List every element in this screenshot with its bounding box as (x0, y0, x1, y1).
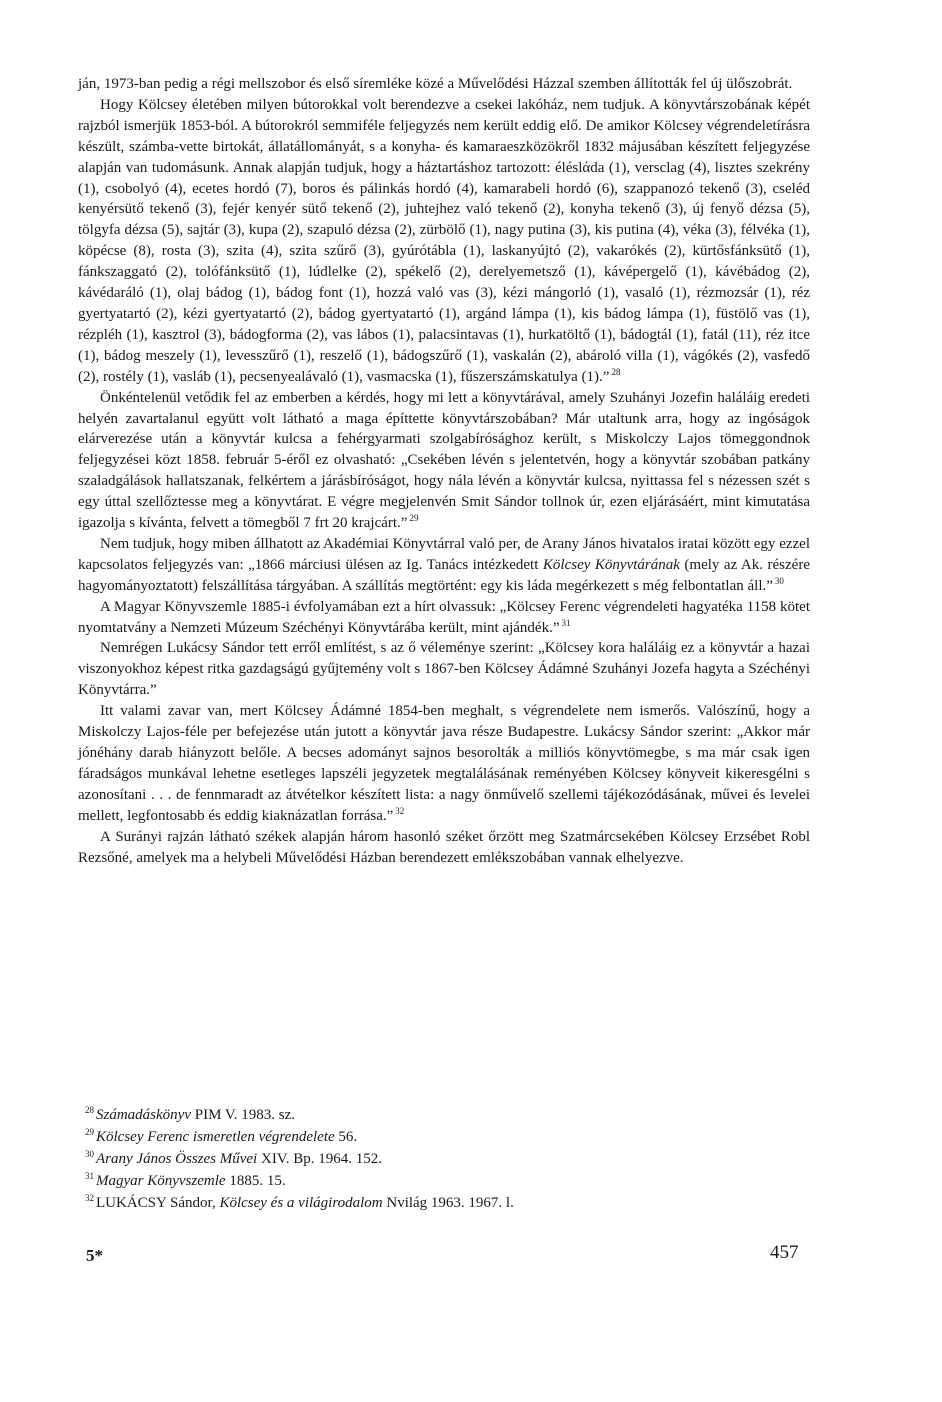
text-run: A Surányi rajzán látható székek alapján három hasonló széket őrzött meg Szatmárcsekében Kölcsey Erzsébet Robl Rezsőné, amelyek ma a helybeli Művelődési Házban berendezett emlékszobában vannak elhelyezve. (78, 828, 810, 866)
italic-text: Kölcsey Ferenc ismeretlen végrendelete (96, 1129, 335, 1145)
paragraph (78, 74, 810, 95)
text-run: Nemrégen Lukácsy Sándor tett erről említést, s az ő véleménye szerint: „Kölcsey kora haláláig ez a könyvtár a hazai viszonyokhoz képest ritka gazdagságú gyűjtemény volt s 1867-ben Kölcsey Ádámné Szuhányi Jozefa hagyta a Széchényi Könyvtárra.” (78, 640, 810, 699)
footnote-reference: 32 (395, 805, 405, 816)
text-run: XIV. Bp. 1964. 152. (257, 1151, 382, 1167)
text-run: A Magyar Könyvszemle 1885-i évfolyamában ezt a hírt olvassuk: „Kölcsey Ferenc végrendeleti hagyatéka 1158 kötet nyomtatvány a Nemzeti Múzeum Széchényi Könyvtárába került, mint ajándék.” (78, 598, 810, 636)
paragraph (78, 388, 810, 534)
text-run: 56. (334, 1129, 358, 1145)
text-run: Nvilág 1963. 1967. l. (382, 1195, 514, 1211)
text-run: 1885. 15. (225, 1173, 286, 1189)
paragraph (78, 701, 810, 826)
paragraph (78, 534, 810, 597)
paragraph (78, 638, 810, 701)
text-run: Itt valami zavar van, mert Kölcsey Ádámné 1854-ben meghalt, s végrendelete nem ismerős. Valószínű, hogy a Miskolczy Lajos-féle per befejezése után jutott a könyvtár java része Budapestre. Lukácsy Sándor szerint: „Akkor már jónéhány darab hiányzott belőle. A becses adományt sajnos besorolták a milliós könyvtömegbe, s ma már csak igen fáradságos munkával lehetne esetleges lapszéli jegyzetek megtalálásának reményében Kölcsey könyveit kikeresgélni s azonosítani . . . de fennmaradt az átvételkor készített lista: a nagy önművelő szellemi tájékozódásának, művei és levelei mellett, legfontosabb és eddig kiaknázatlan forrása.” (78, 703, 810, 824)
text-run: (mely az Ak. részére hagyományoztatott) felszállítása tárgyában. A szállítás megtörtént: egy kis láda megérkezett s még felbontatlan áll.” (78, 556, 810, 594)
text-run: LUKÁCSY Sándor, (96, 1195, 220, 1211)
italic-text: Magyar Könyvszemle (96, 1173, 226, 1189)
paragraph (78, 95, 810, 388)
footnote (85, 1126, 785, 1148)
footnote (85, 1192, 785, 1214)
footnote-reference: 31 (561, 617, 571, 628)
footnote (85, 1148, 785, 1170)
paragraph (78, 827, 810, 869)
page-number: 457 (770, 1242, 799, 1263)
footnote-number: 29 (85, 1127, 94, 1137)
footnotes (85, 1104, 785, 1214)
footnote-number: 31 (85, 1171, 94, 1181)
text-run: Hogy Kölcsey életében milyen bútorokkal volt berendezve a csekei lakóház, nem tudjuk. A könyvtárszobának képét rajzból ismerjük 1853-ból. A bútorokról semmiféle feljegyzés nem került eddig elő. De amikor Kölcsey végrendeletírásra készült, számba-vette birtokát, állatállományát, s a konyha- és kamaraeszközökről 1832 májusában készített feljegyzése alapján van tudomásunk. Annak alapján tudjuk, hogy a háztartáshoz tartozott: éléslάda (1), versclag (4), lisztes szekrény (1), csobolyó (4), ecetes hordó (7), boros és pálinkás hordó (4), kamarabeli hordó (6), szappanozó tekenő (3), cseléd kenyérsütő tekenő (3), fejér kenyér sütő tekenő (2), juhtejhez való tekenő (2), konyha tekenő (3), új fenyő dézsa (5), tölgyfa dézsa (5), sajtár (3), kupa (2), szapuló dézsa (2), zürbölő (1), nagy putina (3), kis putina (4), véka (3), félvéka (1), köpécse (8), rosta (3), szita (4), szita szűrő (3), gyúrótábla (1), laskanyújtó (2), vakarókés (2), kürtősfánksütő (1), fánkszaggató (2), tolófánksütő (1), lúdlelke (2), spékelő (2), derelyemetsző (1), kávépergelő (1), kávébádog (2), kávédaráló (1), olaj bádog (1), bádog font (1), hozzá való vas (3), kézi mángorló (1), vasaló (1), rézmozsár (1), réz gyertyatartó (2), kézi gyertyatartó (2), bádog gyertyatartó (1), argánd lámpa (1), kis bádog lámpa (1), füstölő vas (1), rézpléh (1), kasztrol (3), bádogforma (2), vas lábos (1), palacsintavas (1), hurkatöltő (1), bádogtál (1), fatál (11), réz itce (1), bádog meszely (1), levesszűrő (1), reszelő (1), bádogszűrő (1), vaskalán (2), abároló villa (1), vágókés (2), vasfedő (2), rostély (1), vasláb (1), pecsenyealávaló (1), vasmacska (1), fűszerszámskatulya (1).” (78, 96, 810, 385)
footnote (85, 1104, 785, 1126)
footnote-reference: 28 (611, 366, 621, 377)
text-run: ján, 1973-ban pedig a régi mellszobor és első síremléke közé a Művelődési Házzal szemben állították fel új ülőszobrát. (78, 76, 793, 92)
footnote-number: 30 (85, 1149, 94, 1159)
footnote-reference: 30 (774, 575, 784, 586)
text-run: Önkéntelenül vetődik fel az emberben a kérdés, hogy mi lett a könyvtárával, amely Szuhányi Jozefin haláláig eredeti helyén zavartalanul együtt volt látható a maga építtette könyvtárszobában? Már utaltunk arra, hogy az ingóságok elárverezése után a könyvtár kulcsa a fehérgyarmati szolgabírósághoz került, s Miskolczy Lajos tömeggondnok feljegyzései közt 1858. február 5-éről ez olvasható: „Csekében lévén s jelentetvén, hogy a könyvtár szobában patkány szaladgálások hallatszanak, felkértem a járásbíróságot, hogy nála lévén a könyvtár kulcsa, nyittassa fel s nézessen szét s egy úttal szellőztesse meg a könyvtárat. E végre megjelenvén Smit Sándor tollnok úr, ezen eljárásáért, mint kimutatása igazolja s kívánta, felvett a tömegből 7 frt 20 krajcárt.” (78, 389, 810, 532)
text-run: PIM V. 1983. sz. (190, 1107, 296, 1123)
italic-text: Kölcsey Könyvtárának (542, 556, 680, 573)
italic-text: Kölcsey és a világirodalom (219, 1195, 383, 1211)
text-run: Nem tudjuk, hogy miben állhatott az Akadémiai Könyvtárral való per, de Arany János hivatalos iratai között egy ezzel kapcsolatos feljegyzés van: „1866 márciusi ülésen az Ig. Tanács intézkedett (78, 535, 810, 573)
body-text (78, 74, 810, 868)
footnote-reference: 29 (409, 513, 419, 524)
italic-text: Számadáskönyv (96, 1107, 191, 1123)
signature-mark: 5* (86, 1246, 103, 1265)
footnote-number: 28 (85, 1105, 94, 1115)
footnote (85, 1170, 785, 1192)
footnote-number: 32 (85, 1193, 94, 1203)
italic-text: Arany János Összes Művei (96, 1151, 258, 1167)
paragraph (78, 597, 810, 639)
